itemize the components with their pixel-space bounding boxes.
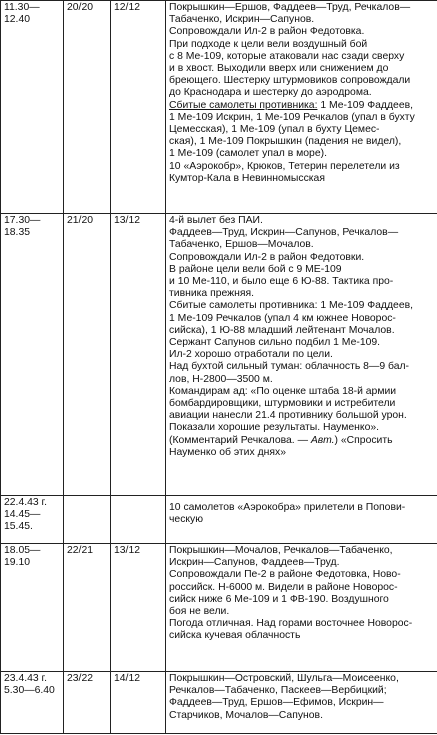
aircraft-count-cell: 13/12 [111, 544, 166, 672]
aircraft-count-cell: 14/12 [111, 672, 166, 734]
shot-down-heading: Сбитые самолеты противника: [169, 99, 318, 111]
flight-number-cell: 23/22 [64, 672, 111, 734]
comment-author: Авт. [310, 434, 335, 446]
table-row [1, 214, 437, 496]
aircraft-count-cell: 12/12 [111, 1, 166, 214]
description-cell: Покрышкин—Островский, Шульга—Моисеенко, Речкалов—Табаченко, Паскеев—Вербицкий; Фаддеев—Труд, Ершов—Ефимов, Искрин— Старчиков, Мочалов—Сапунов. [166, 672, 437, 734]
description-cell: 10 самолетов «Аэрокобра» прилетели в Попови- ческую [166, 496, 437, 544]
time-cell: 23.4.43 г. 5.30—6.40 [1, 672, 64, 734]
time-cell: 11.30— 12.40 [1, 1, 64, 214]
time-cell: 17.30— 18.35 [1, 214, 64, 496]
aircraft-count-cell: 13/12 [111, 214, 166, 496]
description-cell: 4-й вылет без ПАИ. Фаддеев—Труд, Искрин—Сапунов, Речкалов— Табаченко, Ершов—Мочалов. Сопровождали Ил-2 в район Федотовки. В районе цели вели бой с 9 МЕ-109 и 10 Ме-110, и было еще 6 Ю-88. Тактика про- тивника прежняя. Сбитые самолеты противника: 1 Ме-109 Фаддеев, 1 Ме-109 Речкалов (упал 4 км южнее Новорос- сийска), 1 Ю-88 младший лейтенант Мочалов. Сержант Сапунов сильно подбил 1 Ме-109. Ил-2 хорошо отработали по цели. Над бухтой сильный туман: облачность 8—9 бал- лов, Н-2800—3500 м. Командирам ад: «По оценке штаба 18-й армии бомбардировщики, штурмовики и истребители авиации нанесли 21.4 противнику большой урон. Показали хорошие результаты. Науменко». (Комментарий Речкалова. — Авт.) «Спросить Науменко об этих днях» [166, 214, 437, 496]
table-row [1, 544, 437, 672]
table-row [1, 1, 437, 214]
description-cell: Покрышкин—Ершов, Фаддеев—Труд, Речкалов— Табаченко, Искрин—Сапунов. Сопровождали Ил-2 в район Федотовка. При подходе к цели вели воздушный бой с 8 Ме-109, которые атаковали нас сзади сверху и в хвост. Выходили вверх или снижением до бреющего. Шестерку штурмовиков сопровождали до Краснодара и шестерку до аэродрома. Сбитые самолеты противника: 1 Ме-109 Фаддеев, 1 Ме-109 Искрин, 1 Ме-109 Речкалов (упал в бухту Цемесская), 1 Ме-109 (упал в бухту Цемес- ская), 1 Ме-109 Покрышкин (падения не видел), 1 Ме-109 (самолет упал в море). 10 «Аэрокобр», Крюков, Тетерин перелетели из Кумтор-Кала в Невинномысская [166, 1, 437, 214]
table-row [1, 496, 437, 544]
table-row [1, 672, 437, 734]
shot-down-line [169, 100, 434, 112]
time-cell: 22.4.43 г. 14.45— 15.45. [1, 496, 64, 544]
flight-number-cell [64, 496, 111, 544]
description-cell: Покрышкин—Мочалов, Речкалов—Табаченко, Искрин—Сапунов, Фаддеев—Труд. Сопровождали Пе-2 в районе Федотовка, Ново- российск. Н-6000 м. Видели в районе Новорос- сийск ниже 6 Ме-109 и 1 ФВ-190. Воздушного боя не вели. Погода отличная. Над горами восточнее Новорос- сийска кучевая облачность [166, 544, 437, 672]
flight-number-cell: 22/21 [64, 544, 111, 672]
comment-line: (Комментарий Речкалова. — Авт.) «Спросить [169, 434, 393, 446]
shot-down-rest: 1 Ме-109 Фаддеев, [317, 99, 414, 111]
time-cell: 18.05— 19.10 [1, 544, 64, 672]
flight-number-cell: 21/20 [64, 214, 111, 496]
aircraft-count-cell [111, 496, 166, 544]
flight-number-cell: 20/20 [64, 1, 111, 214]
